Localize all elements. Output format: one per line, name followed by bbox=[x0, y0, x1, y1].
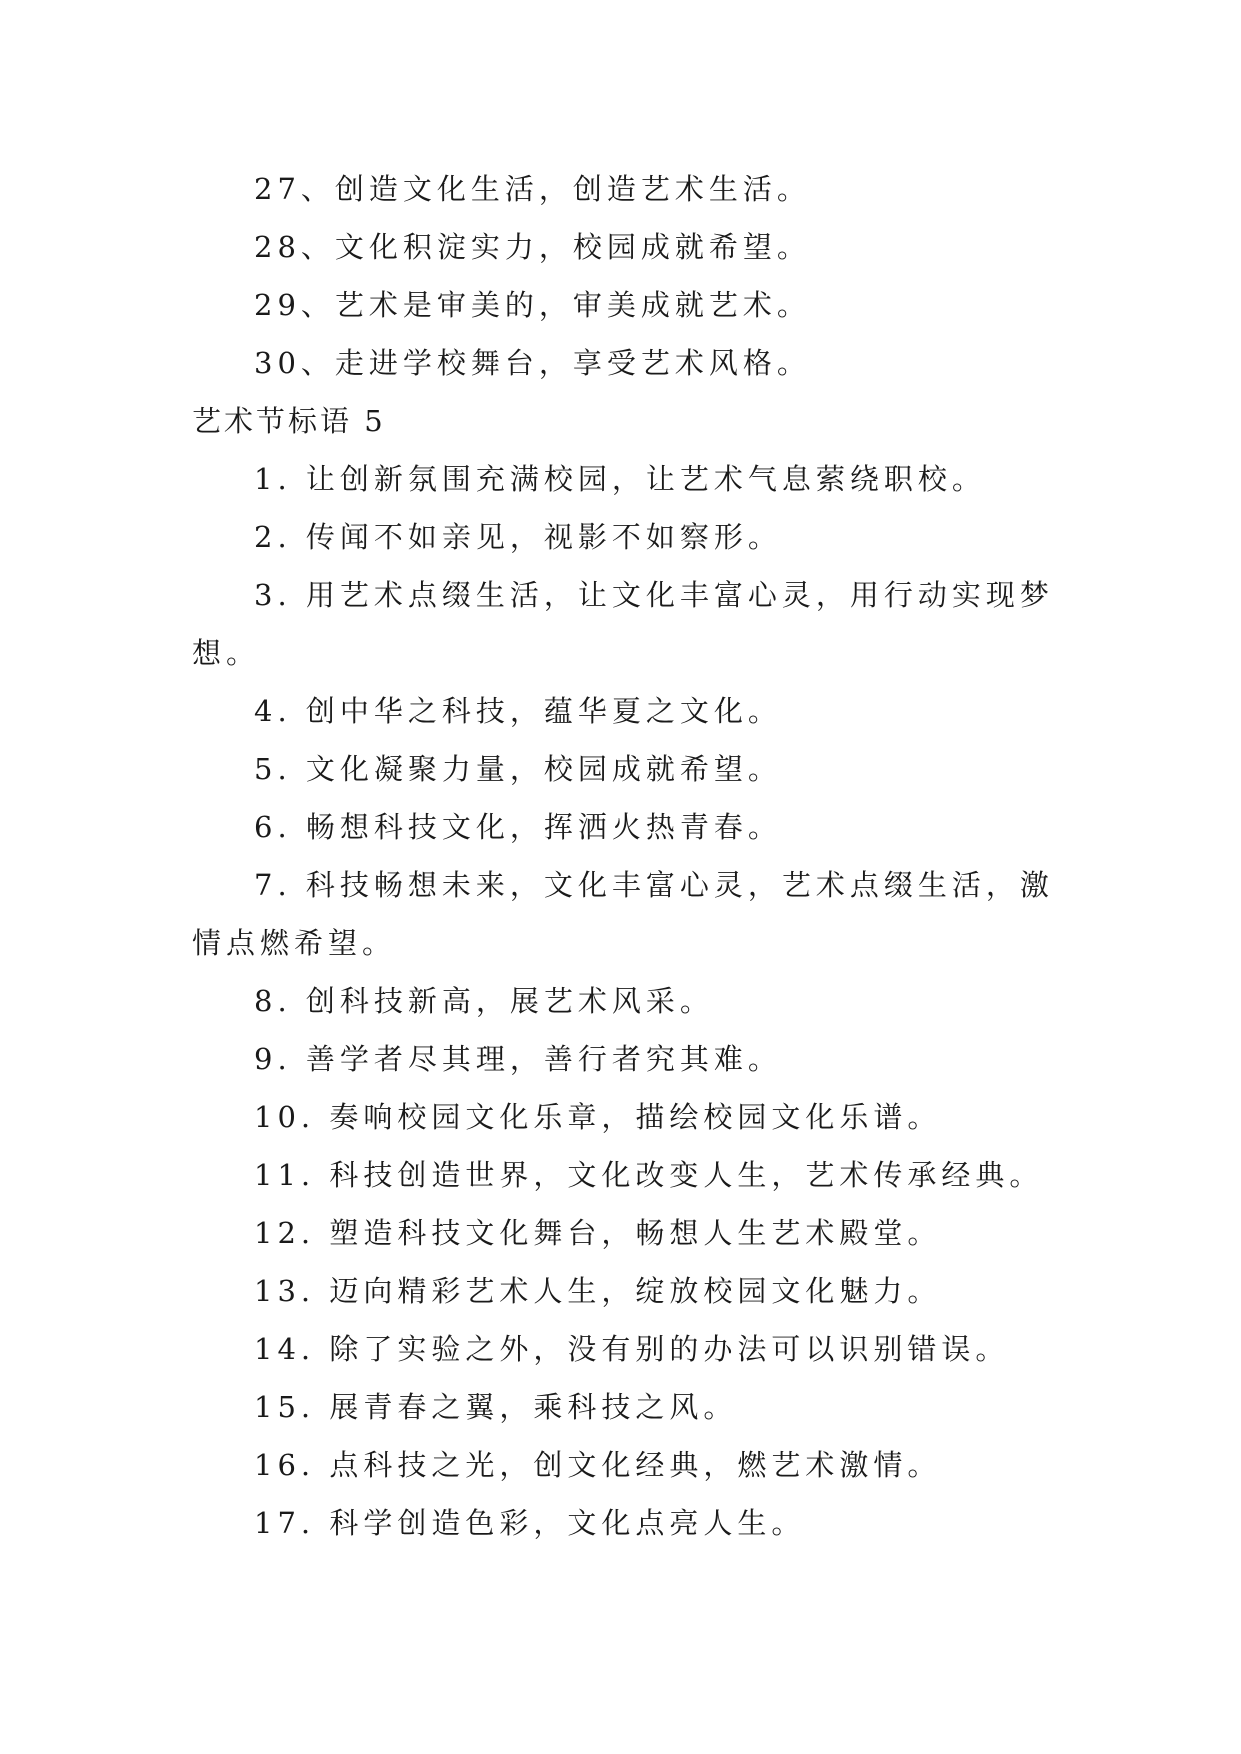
slogan-item: 1. 让创新氛围充满校园，让艺术气息萦绕职校。 bbox=[254, 462, 986, 496]
slogan-item: 5. 文化凝聚力量，校园成就希望。 bbox=[254, 752, 782, 786]
slogan-item: 3. 用艺术点缀生活，让文化丰富心灵，用行动实现梦 bbox=[254, 578, 1054, 612]
slogan-item: 12. 塑造科技文化舞台，畅想人生艺术殿堂。 bbox=[254, 1216, 942, 1250]
slogan-item: 4. 创中华之科技，蕴华夏之文化。 bbox=[254, 694, 782, 728]
slogan-item: 8. 创科技新高，展艺术风采。 bbox=[254, 984, 714, 1018]
slogan-line: 29、艺术是审美的，审美成就艺术。 bbox=[254, 288, 811, 322]
slogan-item: 13. 迈向精彩艺术人生，绽放校园文化魅力。 bbox=[254, 1274, 942, 1308]
slogan-item: 14. 除了实验之外，没有别的办法可以识别错误。 bbox=[254, 1332, 1010, 1366]
slogan-item: 11. 科技创造世界，文化改变人生，艺术传承经典。 bbox=[254, 1158, 1044, 1192]
slogan-item: 17. 科学创造色彩，文化点亮人生。 bbox=[254, 1506, 806, 1540]
slogan-line: 28、文化积淀实力，校园成就希望。 bbox=[254, 230, 811, 264]
slogan-item: 16. 点科技之光，创文化经典，燃艺术激情。 bbox=[254, 1448, 942, 1482]
slogan-line: 27、创造文化生活，创造艺术生活。 bbox=[254, 172, 811, 206]
slogan-item-continuation: 想。 bbox=[192, 636, 261, 670]
slogan-item: 7. 科技畅想未来，文化丰富心灵，艺术点缀生活，激 bbox=[254, 868, 1054, 902]
slogan-item-continuation: 情点燃希望。 bbox=[192, 926, 397, 960]
slogan-item: 2. 传闻不如亲见，视影不如察形。 bbox=[254, 520, 782, 554]
slogan-item: 15. 展青春之翼，乘科技之风。 bbox=[254, 1390, 738, 1424]
slogan-line: 30、走进学校舞台，享受艺术风格。 bbox=[254, 346, 811, 380]
slogan-item: 10. 奏响校园文化乐章，描绘校园文化乐谱。 bbox=[254, 1100, 942, 1134]
slogan-item: 6. 畅想科技文化，挥洒火热青春。 bbox=[254, 810, 782, 844]
document-body bbox=[192, 160, 1054, 1552]
slogan-item: 9. 善学者尽其理，善行者究其难。 bbox=[254, 1042, 782, 1076]
section-heading: 艺术节标语 5 bbox=[192, 404, 386, 438]
